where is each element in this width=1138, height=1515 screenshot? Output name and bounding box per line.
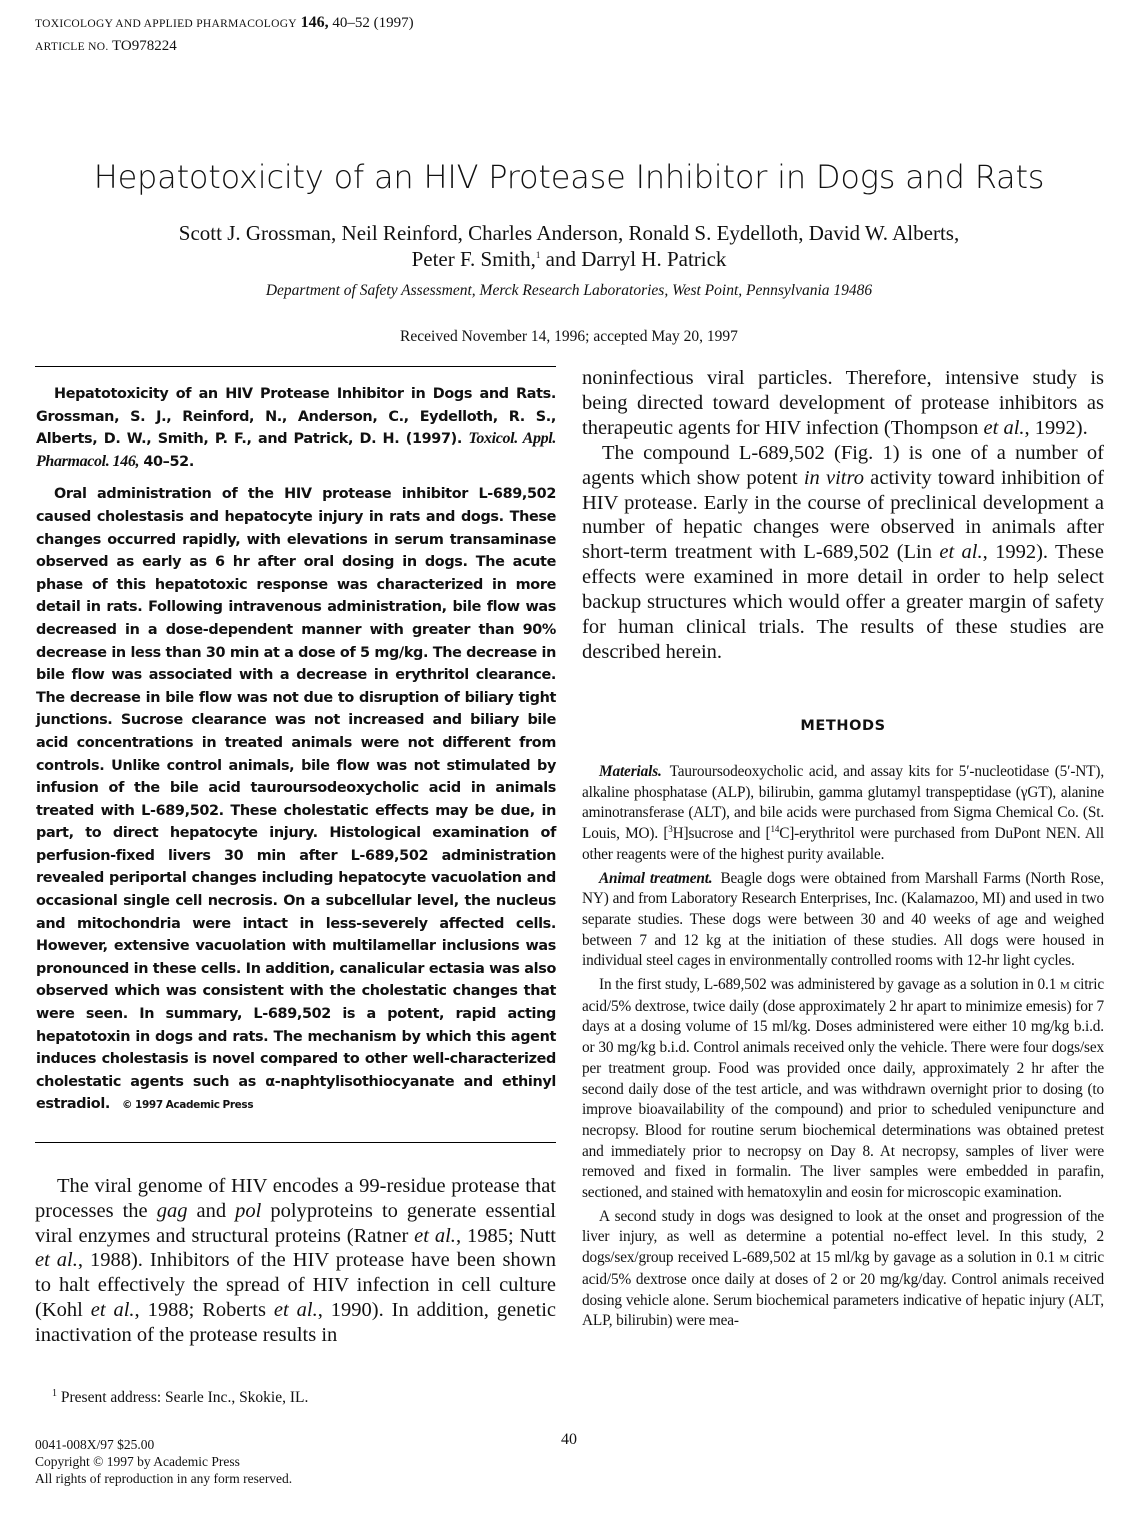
article-label: ARTICLE NO.	[35, 41, 109, 53]
intro-paragraph-2: The compound L-689,502 (Fig. 1) is one of a number of agents which show potent in vitro activity toward inhibition of HIV protease. Early in the course of preclinical development a number of hepatic changes were observed in animals after short-term treatment with L-689,502 (Lin et al., 1992). These effects were examined in more detail in order to help select backup structures which would offer a greater margin of safety for human clinical trials. The results of these studies are described herein.	[582, 441, 1104, 663]
intro-right-column	[582, 366, 1104, 665]
abstract-body: Oral administration of the HIV protease inhibitor L-689,502 caused cholestasis and hepatocyte injury in rats and dogs. These changes occurred rapidly, with elevations in serum transaminase observed as early as 6 hr after oral dosing in dogs. The acute phase of this hepatotoxic response was characterized in more detail in rats. Following intravenous administration, bile flow was decreased in a dose-dependent manner with greater than 90% decrease in less than 30 min at a dose of 5 mg/kg. The decrease in bile flow was associated with a decrease in erythritol clearance. The decrease in bile flow was not due to disruption of biliary tight junctions. Sucrose clearance was not increased and biliary bile acid concentrations in treated animals were not different from controls. Unlike control animals, bile flow was not stimulated by infusion of the bile acid tauroursodeoxycholic acid in animals treated with L-689,502. These cholestatic effects may be due, in part, to direct hepatocyte injury. Histological examination of perfusion-fixed livers 30 min after L-689,502 administration revealed periportal changes including hepatocyte vacuolation and occasional single cell necrosis. On a subcellular level, the nucleus and mitochondria were intact in less-severely affected cells. However, extensive vacuolation with multilamellar inclusions was pronounced in these cells. In addition, canalicular ectasia was also observed which was consistent with the cholestatic changes that were seen. In summary, L-689,502 is a potent, rapid acting hepatotoxin in dogs and rats. The mechanism by which this agent induces cholestasis is novel compared to other well-characterized cholestatic agents such as α-naphtylisothiocyanate and ethinyl estradiol. © 1997 Academic Press	[36, 486, 556, 1113]
page-number: 40	[561, 1431, 577, 1448]
animal-treatment-paragraph: Animal treatment. Beagle dogs were obtained from Marshall Farms (North Rose, NY) and from Laboratory Research Enterprises, Inc. (Kalamazoo, MI) and used in two separate studies. These dogs were between 30 and 40 weeks of age and weighed between 7 and 12 kg at the initiation of these studies. All dogs were housed in individual steel cages in environmentally controlled rooms with 12-hr light cycles.	[582, 869, 1104, 970]
first-study-paragraph: In the first study, L-689,502 was administered by gavage as a solution in 0.1 M citric acid/5% dextrose, twice daily (dose approximately 2 hr apart to minimize emesis) for 7 days at a dosing volume of 15 ml/kg. Doses administered were either 10 mg/kg b.i.d. or 30 mg/kg b.i.d. Control animals received only the vehicle. There were four dogs/sex per treatment group. Food was provided once daily, approximately 2 hr after the second daily dose of the test article, and was withdrawn overnight prior to dosing (to improve bioavailability of the compound) and prior to scheduled venipuncture and necropsy. Blood for routine serum biochemical determinations was obtained pretest and immediately prior to necropsy on Day 8. At necropsy, samples of liver were removed and fixed in formalin. The liver samples were embedded in parafin, sectioned, and stained with hematoxylin and eosin for microscopic examination.	[582, 976, 1104, 1202]
journal-line	[35, 12, 414, 35]
methods-heading: METHODS	[800, 718, 886, 734]
intro-paragraph-continued: noninfectious viral particles. Therefore, intensive study is being directed toward development of protease inhibitors as therapeutic agents for HIV infection (Thompson et al., 1992).	[582, 367, 1104, 439]
footnote: $^1$ Present address: Searle Inc., Skokie, IL.	[52, 1387, 309, 1406]
paper-title: Hepatotoxicity of an HIV Protease Inhibitor in Dogs and Rats	[93, 158, 1045, 196]
abstract	[36, 383, 556, 1117]
materials-paragraph: Materials. Tauroursodeoxycholic acid, and assay kits for 5′-nucleotidase (5′-NT), alkaline phosphatase (ALP), bilirubin, gamma glutamyl transpeptidase (γGT), alanine aminotransferase (ALT), and bile acids were purchased from Sigma Chemical Co. (St. Louis, MO). [$^3$H]sucrose and [$^{14}$C]-erythritol were purchased from DuPont NEN. All other reagents were of the highest purity available.	[582, 763, 1104, 863]
affiliation: Department of Safety Assessment, Merck Research Laboratories, West Point, Pennsylvania 19486	[265, 282, 873, 299]
author-list	[0, 220, 1138, 272]
footnote-mark: 1	[535, 250, 541, 260]
journal-volume: 146,	[300, 14, 329, 31]
abstract-citation: Hepatotoxicity of an HIV Protease Inhibitor in Dogs and Rats. Grossman, S. J., Reinford, N., Anderson, C., Eydelloth, R. S., Alberts, D. W., Smith, P. F., and Patrick, D. H. (1997). Toxicol. Appl. Pharmacol. 146, 40–52.	[36, 386, 556, 470]
abstract-top-rule	[35, 366, 556, 367]
running-header	[35, 12, 414, 58]
abstract-copyright: © 1997 Academic Press	[122, 1099, 254, 1112]
copyright-footer: 0041-008X/97 $25.00 Copyright © 1997 by Academic Press All rights of reproduction in any form reserved.	[35, 1437, 293, 1486]
journal-name: TOXICOLOGY AND APPLIED PHARMACOLOGY	[35, 18, 297, 30]
abstract-bottom-rule	[35, 1142, 556, 1143]
second-study-paragraph: A second study in dogs was designed to look at the onset and progression of the liver injury, as well as determine a potential no-effect level. In this study, 2 dogs/sex/group received L-689,502 at 15 ml/kg by gavage as a solution in 0.1 M citric acid/5% dextrose once daily at doses of 2 or 20 mg/kg/day. Control animals received dosing vehicle alone. Serum biochemical parameters indicative of hepatic injury (ALT, ALP, bilirubin) were mea-	[582, 1207, 1104, 1330]
received-dates: Received November 14, 1996; accepted May 20, 1997	[400, 328, 738, 345]
article-line	[35, 35, 414, 58]
author-line-1: Scott J. Grossman, Neil Reinford, Charles Anderson, Ronald S. Eydelloth, David W. Alberts,	[178, 221, 960, 245]
author-line-2: Peter F. Smith,$^1$ and Darryl H. Patrick	[411, 247, 727, 271]
intro-paragraph-1: The viral genome of HIV encodes a 99-residue protease that processes the gag and pol polyproteins to generate essential viral enzymes and structural proteins (Ratner et al., 1985; Nutt et al., 1988). Inhibitors of the HIV protease have been shown to halt effectively the spread of HIV infection in cell culture (Kohl et al., 1988; Roberts et al., 1990). In addition, genetic inactivation of the protease results in	[35, 1175, 557, 1346]
methods-section	[582, 762, 1104, 1335]
journal-pages: 40–52 (1997)	[332, 15, 414, 31]
article-id: TO978224	[112, 38, 177, 54]
intro-left-column	[35, 1174, 556, 1348]
